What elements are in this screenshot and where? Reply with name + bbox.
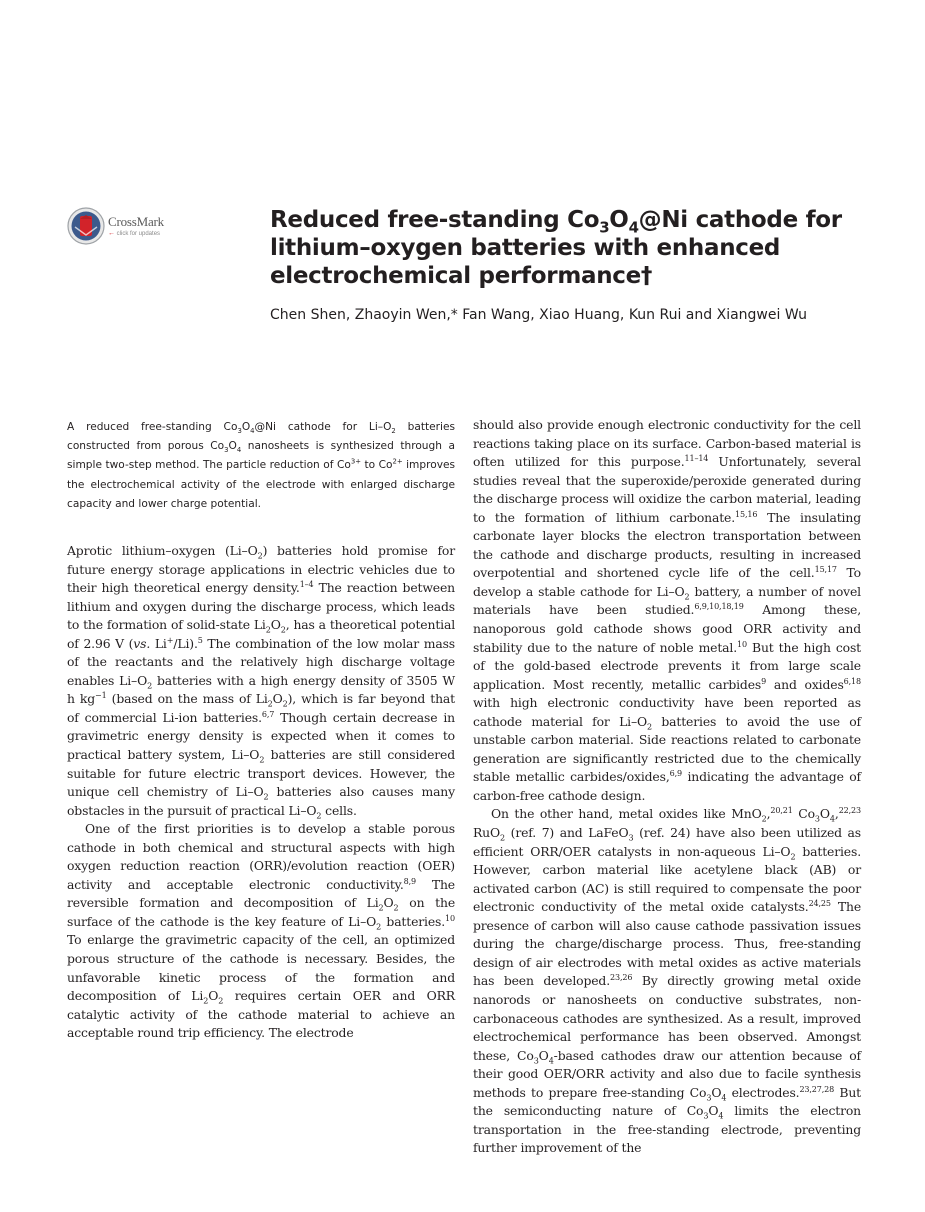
subscript: 3	[237, 427, 242, 436]
citation[interactable]: 15,16	[735, 509, 758, 519]
text-run: batteries with a high energy density of 3505 W h kg	[67, 672, 455, 707]
text-run: Though certain decrease in gravimetric energy density is expected when it comes to practical battery system, Li–O	[67, 709, 455, 763]
text-run: batteries also causes many obstacles in the pursuit of practical Li–O	[67, 784, 455, 818]
text-run: limits the electron transportation in the free-standing electrode, preventing further improvement of the	[473, 1103, 861, 1156]
text-run: ) batteries hold promise for future energy storage applications in electric vehicles due to their high theoretical energy density.	[67, 543, 455, 596]
article-title	[270, 206, 870, 290]
title-sub: 4	[628, 218, 639, 237]
citation[interactable]: 20,21	[770, 806, 793, 816]
subscript: 2	[376, 922, 382, 932]
subscript: 2	[282, 699, 288, 709]
crossmark-subtext	[108, 230, 160, 237]
text-run: electrodes.	[726, 1084, 800, 1100]
subscript: 2	[280, 625, 286, 635]
superscript: 3+	[350, 457, 361, 466]
text-run: /Li).	[173, 635, 198, 651]
subscript: 2	[393, 903, 399, 913]
subscript: 4	[236, 446, 242, 455]
subscript: 2	[257, 551, 263, 561]
title-part: Reduced free-standing Co	[270, 207, 600, 233]
body-column-right	[473, 416, 861, 1158]
text-run: batteries. However, carbon material like acetylene black (AB) or activated carbon (AC) is still required to compensate the poor electronic conductivity of the metal oxide catalysts.	[473, 843, 861, 915]
crossmark-icon	[67, 207, 105, 245]
crossmark-word: CrossMark	[108, 214, 164, 229]
citation[interactable]: 23,27,28	[799, 1084, 835, 1094]
text-run: The reaction between lithium and oxygen during the discharge process, which leads to the formation of solid-state Li	[67, 580, 456, 633]
subscript: 2	[316, 811, 322, 821]
text-run: improves the electrochemical activity of the electrode with enlarged discharge capacity and lower charge potential.	[67, 459, 456, 510]
text-run: @Ni cathode for Li–O	[254, 421, 392, 433]
text-run: batteries to avoid the use of unstable carbon material. Side reactions related to carbonate generation are significantly restricted due to the chemically stable metallic carbides/oxides,	[473, 713, 861, 785]
title-sub: 3	[599, 218, 610, 237]
text-run: batteries constructed from porous Co	[67, 421, 455, 453]
superscript: 2+	[392, 457, 403, 466]
text-run: should also provide enough electronic conductivity for the cell reactions taking place on its surface. Carbon-based material is often utilized for this purpose.	[473, 417, 861, 470]
subscript: 3	[703, 1111, 709, 1121]
subscript: 4	[721, 1093, 727, 1103]
text-run: To develop a stable cathode for Li–O	[473, 565, 861, 599]
subscript: 4	[829, 814, 835, 824]
subscript: 4	[250, 427, 255, 436]
text-run: A reduced free-standing Co	[67, 421, 238, 433]
subscript: 3	[814, 814, 820, 824]
text-run: One of the first priorities is to develop a stable porous cathode in both chemical and structural aspects with high oxygen reduction reaction (ORR)/evolution reaction (OER) activity and acceptable electronic conductivity.	[67, 821, 455, 892]
citation[interactable]: 22,23	[838, 806, 861, 816]
paragraph-3	[473, 416, 861, 805]
citation[interactable]: 6,7	[261, 709, 275, 719]
subscript: 2	[203, 996, 209, 1006]
italic-text: vs.	[133, 635, 151, 651]
text-run: , has a theoretical potential of 2.96 V (	[67, 617, 456, 651]
subscript: 4	[718, 1111, 724, 1121]
citation[interactable]: 10	[737, 639, 747, 649]
subscript: 2	[684, 592, 690, 602]
subscript: 2	[761, 814, 767, 824]
text-run: batteries.	[381, 913, 446, 929]
text-run: The insulating carbonate layer blocks the electron transportation between the cathode and discharge products, resulting in increased overpotential and shortened cycle life of the cell.	[473, 509, 861, 581]
text-run: O	[241, 421, 251, 433]
text-run: The presence of carbon will also cause cathode passivation issues during the charge/discharge process. Thus, free-standing design of air electrodes with metal oxides as active materials has been developed.	[473, 899, 861, 989]
subscript: 3	[224, 446, 229, 455]
text-run: O	[538, 1047, 549, 1063]
citation[interactable]: 6,9,10,18,19	[694, 602, 744, 612]
subscript: 2	[263, 792, 269, 802]
text-run: Unfortunately, several studies reveal that the superoxide/peroxide generated during the discharge process will oxidize the carbon material, leading to the formation of lithium carbonate.	[473, 454, 861, 525]
citation[interactable]: 6,18	[843, 676, 861, 686]
text-run: (ref. 24) have also been utilized as efficient ORR/OER catalysts in non-aqueous Li–O	[473, 825, 861, 859]
text-run: The combination of the low molar mass of the reactants and the relatively high discharge voltage enables Li–O	[67, 635, 455, 688]
subscript: 2	[259, 755, 265, 765]
body-column-left	[67, 542, 455, 1043]
subscript: 2	[218, 996, 224, 1006]
subscript: 2	[790, 852, 796, 862]
text-run: battery, a number of novel materials have been studied.	[473, 583, 861, 618]
text-run: The reversible formation and decomposition of Li	[67, 876, 455, 911]
citation[interactable]: 15,17	[814, 565, 837, 575]
text-run: on the surface of the cathode is the key feature of Li–O	[67, 895, 456, 929]
text-run: To enlarge the gravimetric capacity of the cell, an optimized porous structure of the cathode is necessary. Besides, the unfavorable kinetic process of the formation and decomposition of Li	[67, 932, 455, 1004]
subscript: 2	[147, 681, 153, 691]
author-list: Chen Shen, Zhaoyin Wen,* Fan Wang, Xiao Huang, Kun Rui and Xiangwei Wu	[270, 307, 808, 323]
paragraph-1	[67, 542, 455, 820]
text-run: ,	[834, 806, 839, 822]
text-run: to Co	[360, 459, 393, 472]
text-run: with high electronic conductivity have been reported as cathode material for Li–O	[473, 695, 861, 729]
citation[interactable]: 23,26	[610, 973, 633, 983]
citation[interactable]: 6,9	[669, 769, 682, 779]
text-run: cells.	[321, 802, 357, 818]
text-run: ), which is far beyond that of commercial Li-ion batteries.	[67, 691, 455, 725]
subscript: 3	[628, 833, 634, 843]
text-run: batteries are still considered suitable for future electric transport devices. However, the unique cell chemistry of Li–O	[67, 747, 455, 800]
superscript: −1	[95, 691, 107, 701]
text-run: Aprotic lithium–oxygen (Li–O	[67, 543, 258, 558]
paragraph-2	[67, 820, 455, 1043]
subscript: 2	[391, 427, 396, 436]
text-run: and oxides	[766, 676, 844, 692]
text-run: O	[711, 1084, 722, 1100]
superscript: +	[166, 635, 174, 645]
subscript: 3	[533, 1056, 539, 1066]
text-run: RuO	[473, 825, 501, 841]
text-run: O	[270, 617, 281, 633]
subscript: 2	[265, 625, 271, 635]
text-run: -based cathodes draw our attention because of their good OER/ORR activity and also due to facile synthesis methods to prepare free-standing Co	[473, 1047, 861, 1100]
text-run: O	[708, 1103, 719, 1119]
title-part: O	[609, 207, 629, 233]
crossmark-sub-label: click for updates	[116, 231, 161, 237]
text-run: On the other hand, metal oxides like MnO	[491, 806, 762, 822]
paragraph-4	[473, 805, 861, 1157]
text-run: nanosheets is synthesized through a simple two-step method. The particle reduction of Co	[67, 440, 455, 472]
text-run: By directly growing metal oxide nanorods or nanosheets on conductive substrates, non-carbonaceous cathodes are synthesized. As a result, improved electrochemical performance has been observed. Amongst these, Co	[473, 973, 861, 1063]
text-run: O	[208, 988, 219, 1004]
text-run: requires certain OER and ORR catalytic activity of the cathode material to achieve an acceptable round trip efficiency. The electrode	[67, 988, 455, 1041]
subscript: 3	[706, 1093, 712, 1103]
crossmark-badge[interactable]	[67, 207, 187, 249]
text-run: (based on the mass of Li	[106, 691, 268, 707]
text-run: ,	[766, 806, 771, 822]
citation[interactable]: 10	[445, 913, 455, 923]
text-run: O	[819, 806, 830, 822]
text-run: Among these, nanoporous gold cathode shows good ORR activity and stability due to the nature of noble metal.	[473, 602, 861, 655]
title-part: @Ni cathode for lithium–oxygen batteries with enhanced electrochemical performance†	[270, 207, 842, 289]
text-run: Li	[150, 635, 167, 651]
citation[interactable]: 1–4	[299, 579, 314, 589]
text-run: But the high cost of the gold-based electrode prevents it from large scale application. Most recently, metallic carbides	[473, 639, 861, 692]
citation[interactable]: 8,9	[403, 876, 417, 886]
abstract	[67, 418, 455, 514]
crossmark-arrow-icon: ←	[108, 230, 115, 237]
text-run: (ref. 7) and LaFeO	[505, 825, 629, 841]
subscript: 2	[647, 722, 652, 732]
subscript: 2	[267, 699, 273, 709]
citation[interactable]: 9	[761, 676, 767, 686]
text-run: O	[228, 440, 237, 453]
citation[interactable]: 24,25	[808, 899, 831, 909]
text-run: O	[272, 691, 283, 707]
subscript: 2	[378, 903, 384, 913]
text-run: O	[383, 895, 394, 911]
text-run: But the semiconducting nature of Co	[473, 1084, 861, 1119]
text-run: Co	[792, 806, 815, 822]
subscript: 2	[500, 833, 506, 843]
citation[interactable]: 5	[197, 635, 203, 645]
citation[interactable]: 11–14	[684, 453, 709, 463]
subscript: 4	[548, 1056, 554, 1066]
text-run: indicating the advantage of carbon-free cathode design.	[473, 769, 861, 803]
